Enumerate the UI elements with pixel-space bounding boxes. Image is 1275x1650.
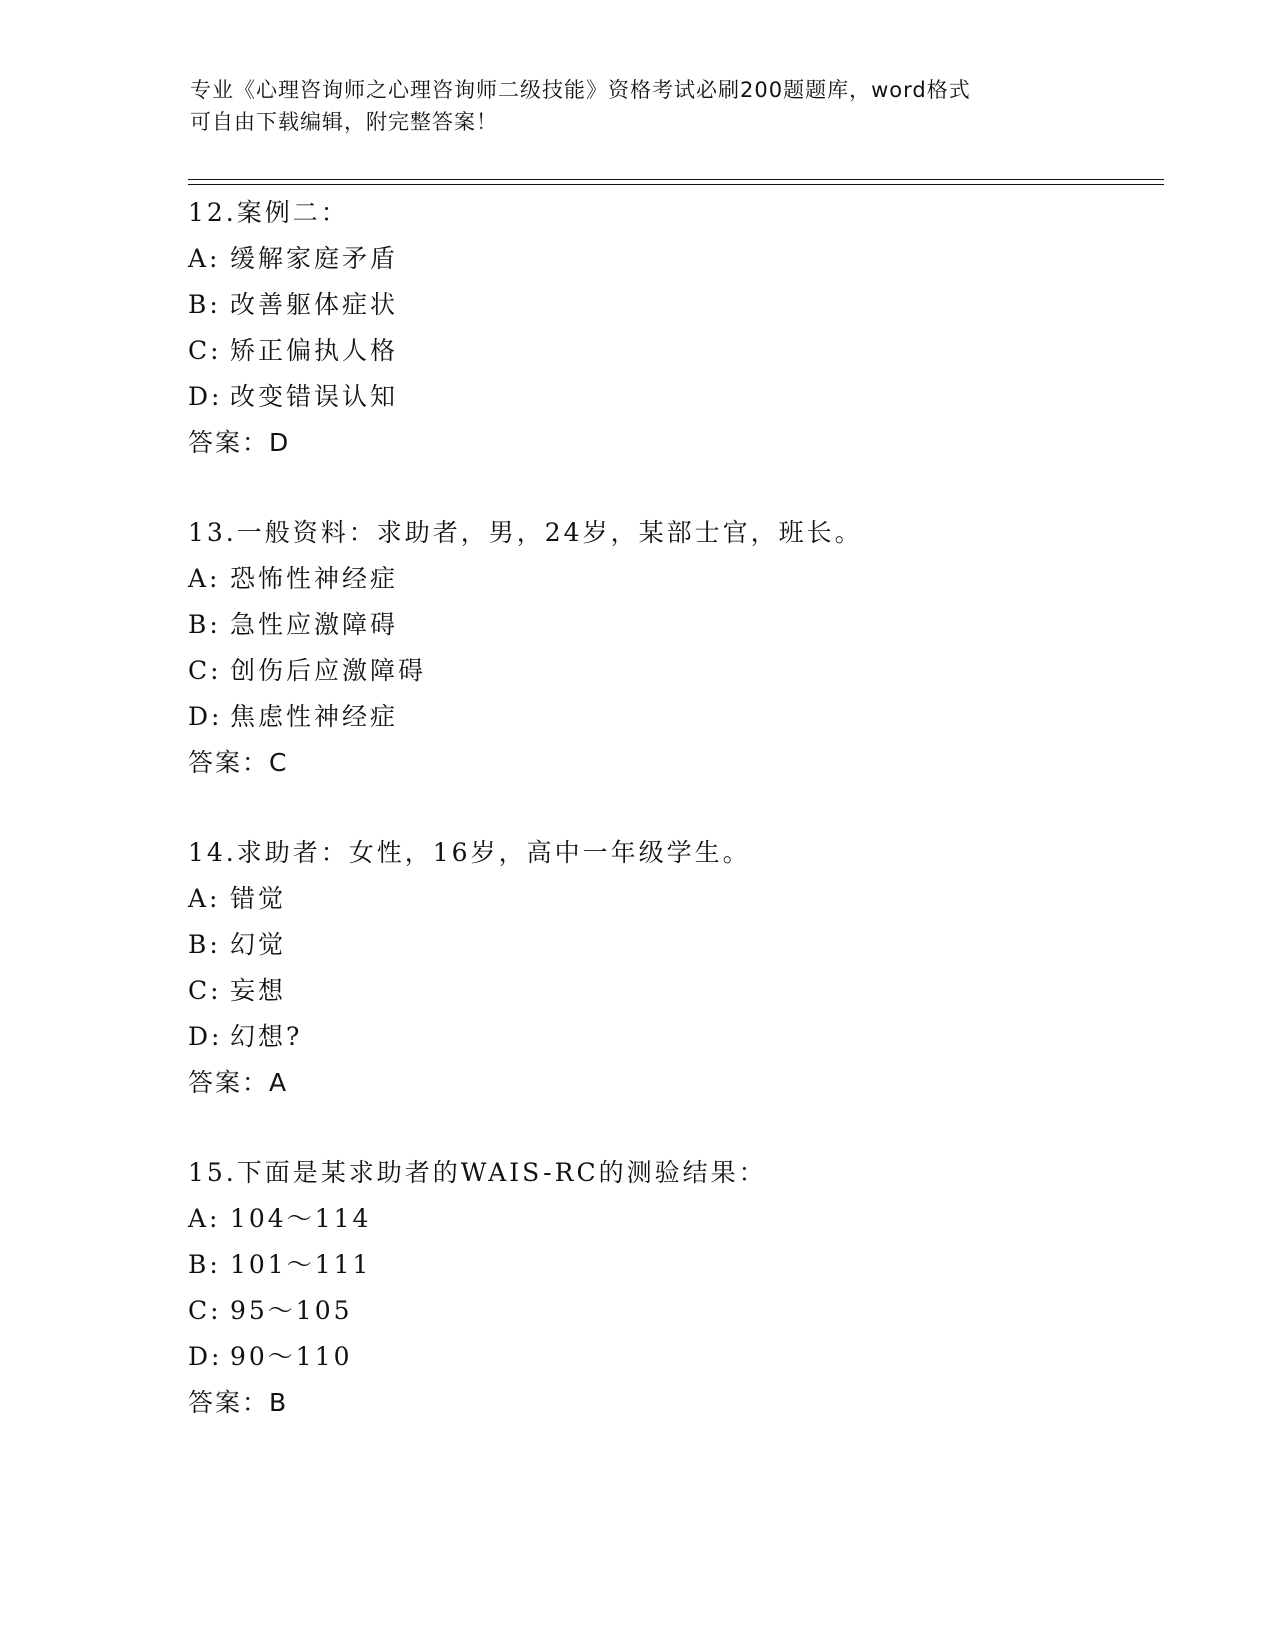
option-b xyxy=(188,1242,1168,1288)
option-text: 妄想 xyxy=(230,976,287,1005)
question-14 xyxy=(188,830,1168,1106)
question-12 xyxy=(188,190,1168,466)
option-text: 创伤后应激障碍 xyxy=(230,656,427,685)
option-text: 幻觉 xyxy=(230,930,287,959)
option-text: 矫正偏执人格 xyxy=(230,336,399,365)
option-text: 95～105 xyxy=(230,1296,353,1325)
answer-text: 答案：C xyxy=(188,748,289,777)
header-divider-bottom xyxy=(188,184,1164,185)
option-text: 错觉 xyxy=(230,884,287,913)
answer-text: 答案：B xyxy=(188,1388,289,1417)
option-label: A: xyxy=(188,884,221,913)
question-list xyxy=(188,190,1168,1470)
option-label: B: xyxy=(188,930,221,959)
option-c xyxy=(188,328,1168,374)
option-label: C: xyxy=(188,976,222,1005)
header-title-line-1: 专业《心理咨询师之心理咨询师二级技能》资格考试必刷200题题库，word格式 xyxy=(190,78,971,102)
option-b xyxy=(188,602,1168,648)
option-a xyxy=(188,236,1168,282)
option-c xyxy=(188,648,1168,694)
option-text: 急性应激障碍 xyxy=(230,610,399,639)
option-text: 101～111 xyxy=(230,1250,372,1279)
option-b xyxy=(188,282,1168,328)
question-stem: 14.求助者：女性，16岁，高中一年级学生。 xyxy=(188,838,751,867)
option-label: B: xyxy=(188,1250,221,1279)
option-label: C: xyxy=(188,656,222,685)
option-label: A: xyxy=(188,564,221,593)
option-label: D: xyxy=(188,382,223,411)
option-text: 90～110 xyxy=(230,1342,353,1371)
option-text: 改善躯体症状 xyxy=(230,290,399,319)
option-b xyxy=(188,922,1168,968)
document-header xyxy=(190,74,1070,138)
question-15 xyxy=(188,1150,1168,1426)
header-title-line-2: 可自由下载编辑，附完整答案！ xyxy=(190,110,498,134)
option-label: C: xyxy=(188,336,222,365)
option-d xyxy=(188,694,1168,740)
question-stem: 13.一般资料：求助者，男，24岁，某部士官，班长。 xyxy=(188,518,863,547)
option-c xyxy=(188,1288,1168,1334)
option-label: D: xyxy=(188,1022,223,1051)
option-a xyxy=(188,876,1168,922)
option-d xyxy=(188,1334,1168,1380)
option-text: 焦虑性神经症 xyxy=(230,702,399,731)
option-label: D: xyxy=(188,702,223,731)
header-divider-top xyxy=(188,179,1164,180)
question-stem: 12.案例二： xyxy=(188,198,349,227)
option-label: D: xyxy=(188,1342,223,1371)
option-label: C: xyxy=(188,1296,222,1325)
option-d xyxy=(188,374,1168,420)
option-label: A: xyxy=(188,1204,221,1233)
option-c xyxy=(188,968,1168,1014)
option-text: 幻想? xyxy=(230,1022,303,1051)
option-text: 恐怖性神经症 xyxy=(230,564,399,593)
option-label: B: xyxy=(188,290,221,319)
option-a xyxy=(188,556,1168,602)
question-stem: 15.下面是某求助者的WAIS-RC的测验结果： xyxy=(188,1158,767,1187)
option-text: 缓解家庭矛盾 xyxy=(230,244,399,273)
option-d xyxy=(188,1014,1168,1060)
answer-text: 答案：D xyxy=(188,428,291,457)
answer-text: 答案：A xyxy=(188,1068,289,1097)
option-a xyxy=(188,1196,1168,1242)
option-text: 改变错误认知 xyxy=(230,382,399,411)
option-label: A: xyxy=(188,244,221,273)
option-text: 104～114 xyxy=(230,1204,372,1233)
question-13 xyxy=(188,510,1168,786)
option-label: B: xyxy=(188,610,221,639)
